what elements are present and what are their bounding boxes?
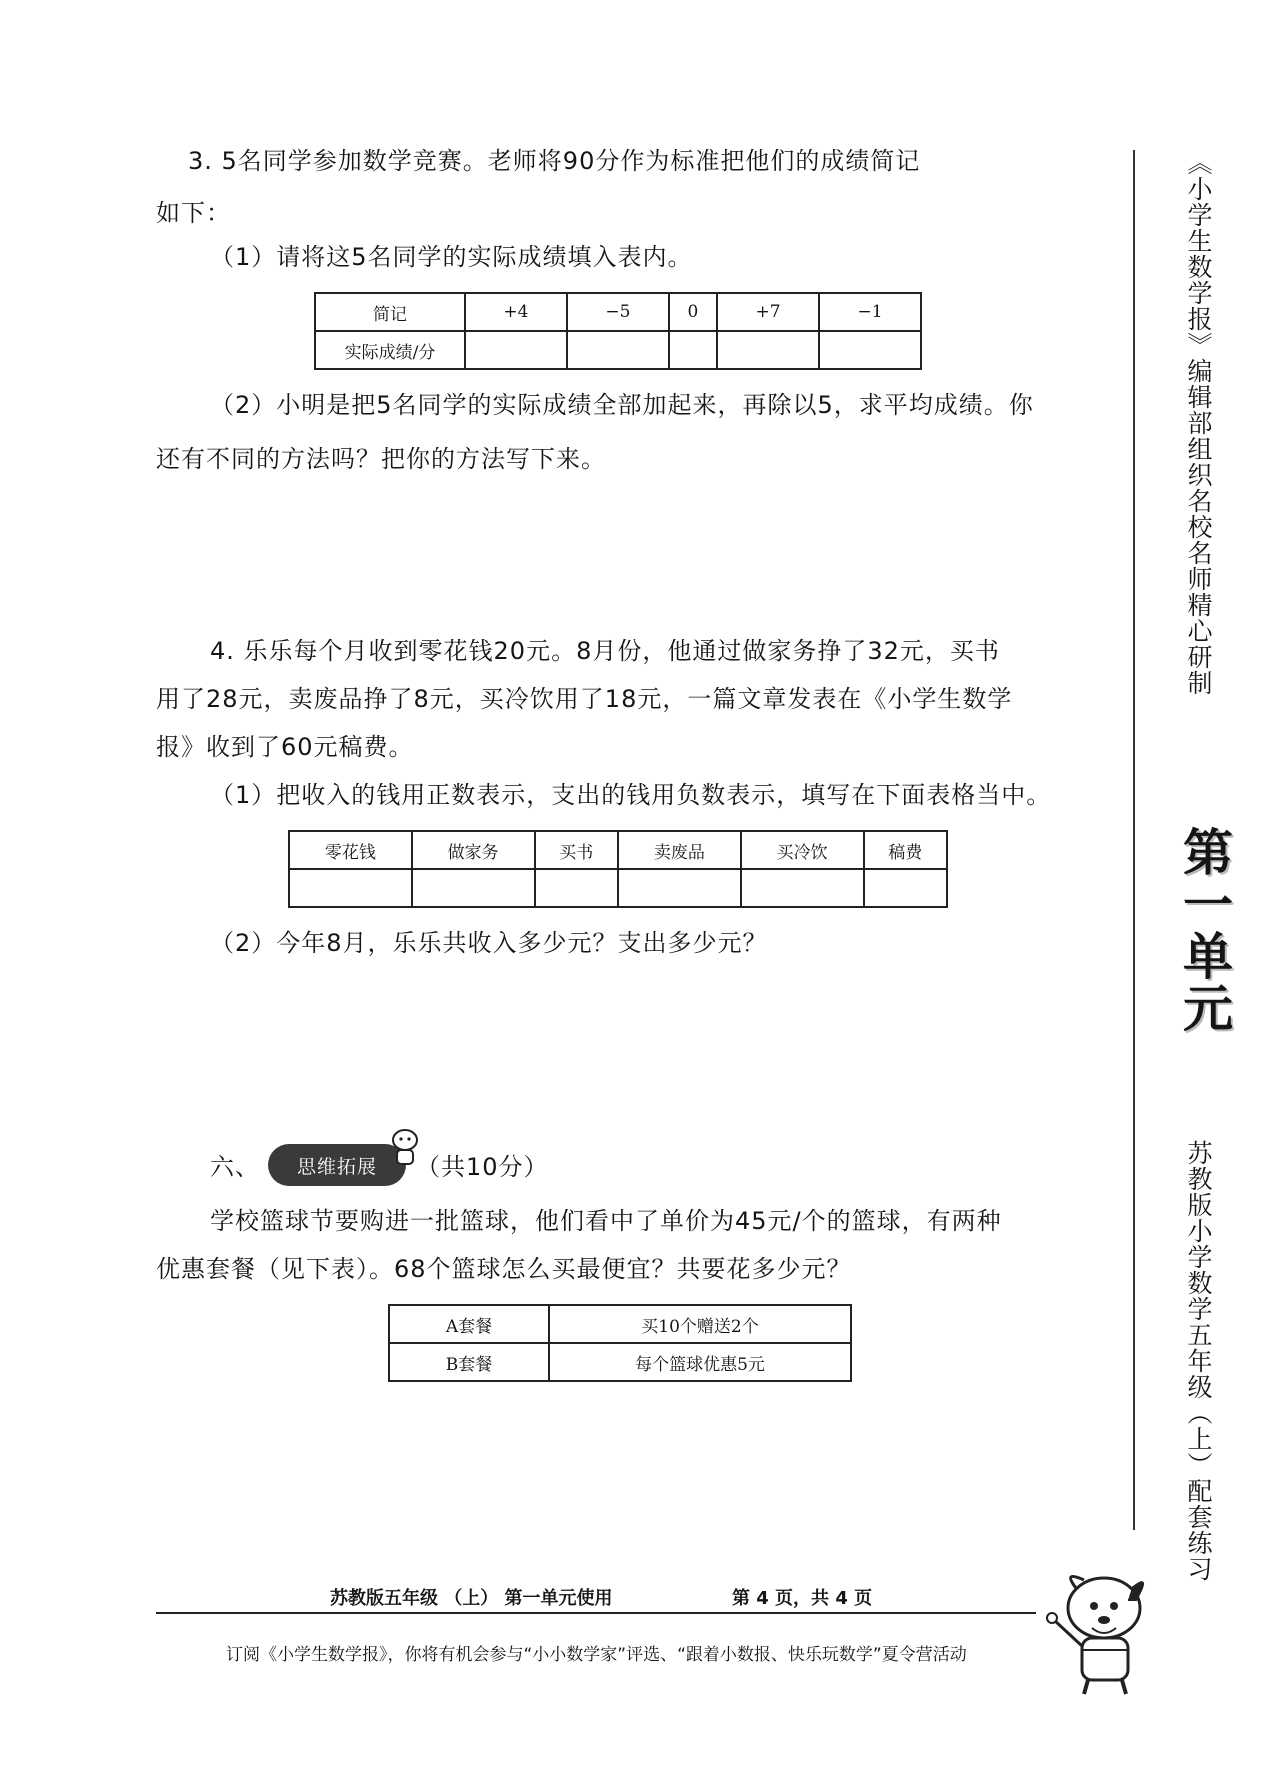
- q4-line2: 用了28元，卖废品挣了8元，买冷饮用了18元，一篇文章发表在《小学生数学: [156, 685, 1013, 713]
- q4-sub1: （1）把收入的钱用正数表示，支出的钱用负数表示，填写在下面表格当中。: [210, 781, 1052, 809]
- sidebar-bottom-text: 苏教版小学数学五年级（上）配套练习: [1184, 1140, 1213, 1582]
- section6-line2: 优惠套餐（见下表）。68个篮球怎么买最便宜？共要花多少元？: [156, 1255, 852, 1283]
- answer-cell[interactable]: [819, 331, 921, 369]
- footer-edition: 苏教版五年级 （上） 第一单元使用: [330, 1588, 613, 1609]
- answer-cell[interactable]: [465, 331, 567, 369]
- table-row: [315, 293, 921, 331]
- table-row: [289, 869, 947, 907]
- answer-cell[interactable]: [717, 331, 819, 369]
- header-cell: 买冷饮: [741, 831, 864, 869]
- answer-cell[interactable]: [535, 869, 618, 907]
- table-row: [389, 1343, 851, 1381]
- header-cell: 买书: [535, 831, 618, 869]
- header-cell: 做家务: [412, 831, 535, 869]
- footer-page-number: 第 4 页，共 4 页: [732, 1588, 873, 1609]
- table-row: [289, 831, 947, 869]
- plan-desc: 买10个赠送2个: [549, 1305, 851, 1343]
- footer-subscription-note: 订阅《小学生数学报》，你将有机会参与“小小数学家”评选、“跟着小数报、快乐玩数学”夏令营活动: [226, 1645, 967, 1665]
- q3-sub2-line2: 还有不同的方法吗？把你的方法写下来。: [156, 445, 606, 473]
- q4-line1: 4. 乐乐每个月收到零花钱20元。8月份，他通过做家务挣了32元，买书: [210, 637, 1000, 665]
- mark-cell: 0: [669, 293, 717, 331]
- q3-score-table: [314, 292, 922, 370]
- header-cell: 稿费: [864, 831, 947, 869]
- sidebar-top-text: 《小学生数学报》编辑部组织名校名师精心研制: [1184, 150, 1213, 696]
- answer-cell[interactable]: [864, 869, 947, 907]
- answer-cell[interactable]: [618, 869, 741, 907]
- table-row: [389, 1305, 851, 1343]
- q3-sub1: （1）请将这5名同学的实际成绩填入表内。: [210, 243, 693, 271]
- sidebar-rule: [1133, 150, 1135, 1530]
- q3-sub2-line1: （2）小明是把5名同学的实际成绩全部加起来，再除以5，求平均成绩。你: [210, 391, 1034, 419]
- table-row: [315, 331, 921, 369]
- row-label-jianji: 简记: [315, 293, 465, 331]
- section6-score: （共10分）: [416, 1153, 549, 1181]
- cartoon-dog-mascot-icon: [1032, 1560, 1172, 1700]
- answer-cell[interactable]: [669, 331, 717, 369]
- mark-cell: −5: [567, 293, 669, 331]
- header-cell: 零花钱: [289, 831, 412, 869]
- row-label-actual-score: 实际成绩/分: [315, 331, 465, 369]
- q4-line3: 报》收到了60元稿费。: [156, 733, 414, 761]
- q3-line1: 3. 5名同学参加数学竞赛。老师将90分作为标准把他们的成绩简记: [188, 147, 921, 175]
- unit-title: 第一单元: [1168, 820, 1240, 1040]
- mark-cell: −1: [819, 293, 921, 331]
- q4-money-table: [288, 830, 948, 908]
- section6-badge: [268, 1144, 406, 1186]
- section6-line1: 学校篮球节要购进一批篮球，他们看中了单价为45元/个的篮球，有两种: [210, 1207, 1002, 1235]
- section6-badge-label: 思维拓展: [296, 1155, 377, 1178]
- mark-cell: +7: [717, 293, 819, 331]
- plan-table: [388, 1304, 852, 1382]
- section6-number: 六、: [210, 1153, 260, 1181]
- plan-name: B套餐: [389, 1343, 549, 1381]
- mark-cell: +4: [465, 293, 567, 331]
- answer-cell[interactable]: [741, 869, 864, 907]
- header-cell: 卖废品: [618, 831, 741, 869]
- q4-sub2: （2）今年8月，乐乐共收入多少元？支出多少元？: [210, 929, 768, 957]
- q3-line2: 如下：: [156, 199, 231, 227]
- plan-desc: 每个篮球优惠5元: [549, 1343, 851, 1381]
- answer-cell[interactable]: [567, 331, 669, 369]
- answer-cell[interactable]: [289, 869, 412, 907]
- answer-cell[interactable]: [412, 869, 535, 907]
- plan-name: A套餐: [389, 1305, 549, 1343]
- footer-rule: [156, 1612, 1036, 1614]
